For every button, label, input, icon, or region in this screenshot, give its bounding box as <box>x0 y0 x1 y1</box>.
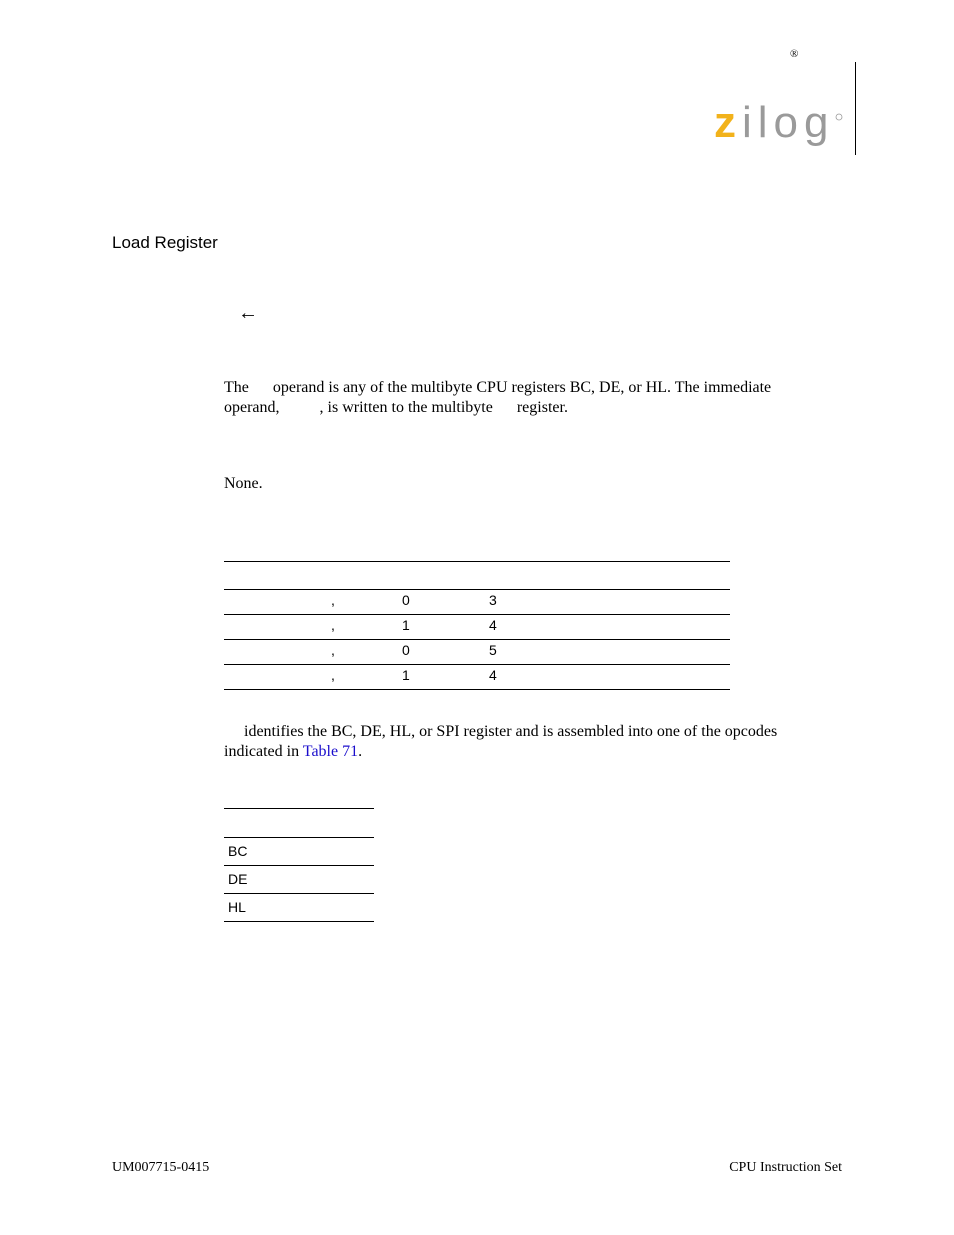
opcode-table-row-rule <box>224 639 730 640</box>
logo-letter-z: z <box>714 104 736 147</box>
opcode-table-header-rule <box>224 589 730 590</box>
register-row-hl: HL <box>228 899 246 915</box>
opcode-row-4-comma: , <box>331 667 335 683</box>
logo-letters-ilog: ilog <box>742 104 835 147</box>
opcode-row-3-adl: 0 <box>402 642 410 658</box>
opcode-row-2-comma: , <box>331 617 335 633</box>
flags-text: None. <box>224 475 263 492</box>
register-table-top-rule <box>224 808 374 809</box>
registered-mark: ® <box>790 48 799 60</box>
register-row-de: DE <box>228 871 248 887</box>
register-table-header-rule <box>224 837 374 838</box>
opcode-row-1-cycles: 3 <box>489 592 497 608</box>
opcode-table-top-rule <box>224 561 730 562</box>
footer-document-id: UM007715-0415 <box>112 1160 210 1175</box>
opcode-row-2-adl: 1 <box>402 617 410 633</box>
register-note-line-2: indicated in Table 71. <box>224 743 363 760</box>
section-title: Load Register <box>112 233 218 252</box>
table-71-link[interactable]: Table 71 <box>302 743 359 760</box>
register-table-row-rule <box>224 865 374 866</box>
left-arrow-icon: ← <box>238 302 258 324</box>
description-line-1: The operand is any of the multibyte CPU registers BC, DE, or HL. The immediate <box>224 379 772 396</box>
opcode-row-4-adl: 1 <box>402 667 410 683</box>
opcode-table-row-rule <box>224 664 730 665</box>
opcode-row-1-comma: , <box>331 592 335 608</box>
footer-section-name: CPU Instruction Set <box>729 1160 842 1175</box>
opcode-row-3-comma: , <box>331 642 335 658</box>
register-table-bottom-rule <box>224 921 374 922</box>
register-note-line-1: identifies the BC, DE, HL, or SPI register and is assembled into one of the opcodes <box>224 723 778 740</box>
opcode-row-3-cycles: 5 <box>489 642 497 658</box>
opcode-row-4-cycles: 4 <box>489 667 497 683</box>
header-divider <box>855 62 856 155</box>
description-line-2: operand, , is written to the multibyte register. <box>224 399 568 416</box>
zilog-logo <box>714 104 844 158</box>
register-row-bc: BC <box>228 843 248 859</box>
register-table-row-rule <box>224 893 374 894</box>
opcode-table-bottom-rule <box>224 689 730 690</box>
logo-registered-icon <box>836 114 842 120</box>
opcode-table-row-rule <box>224 614 730 615</box>
opcode-row-2-cycles: 4 <box>489 617 497 633</box>
opcode-row-1-adl: 0 <box>402 592 410 608</box>
